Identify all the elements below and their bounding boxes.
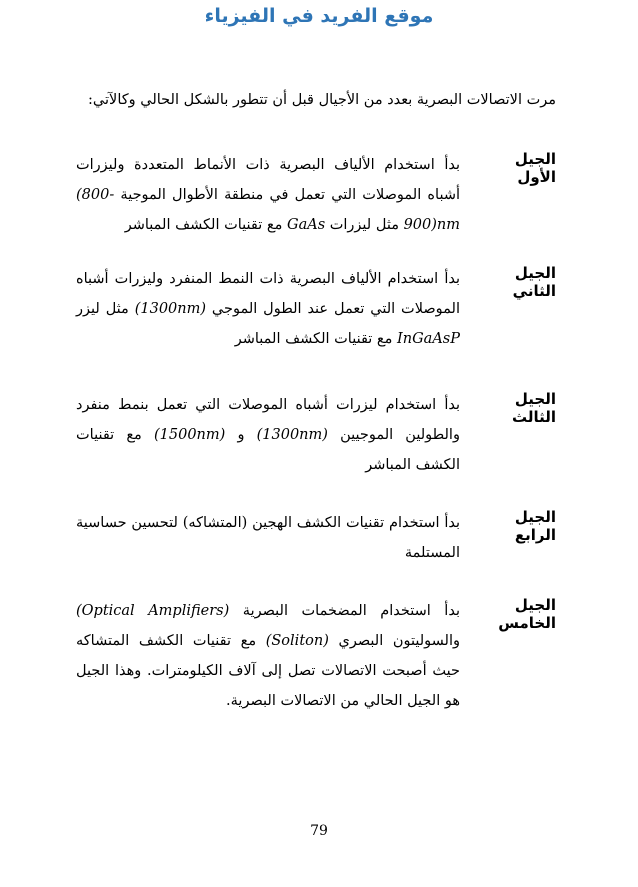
generation-description: بدأ استخدام الألياف البصرية ذات النمط المنفرد وليزرات أشباه الموصلات التي تعمل عند الطول الموجي (1300nm) مثل ليزر InGaAsP مع تقنيات الكشف المباشر: [76, 271, 460, 347]
generation-label: الجيل الثالث: [511, 390, 556, 426]
generation-label: الجيل الأول: [514, 150, 556, 186]
generation-label: الجيل الثاني: [512, 264, 556, 300]
intro-paragraph: مرت الاتصالات البصرية بعدد من الأجيال قبل أن تتطور بالشكل الحالي وكالآتي:: [88, 92, 556, 108]
generation-description: بدأ استخدام تقنيات الكشف الهجين (المتشاكه) لتحسين حساسية المستلمة: [76, 515, 460, 561]
generation-label: الجيل الخامس: [498, 596, 556, 632]
page-number: 79: [310, 823, 328, 839]
site-header-title: موقع الفريد في الفيزياء: [204, 5, 434, 27]
generation-description: بدأ استخدام ليزرات أشباه الموصلات التي تعمل بنمط منفرد والطولين الموجيين (1300nm) و (1500nm) مع تقنيات الكشف المباشر: [76, 397, 460, 473]
generation-description: بدأ استخدام الألياف البصرية ذات الأنماط المتعددة وليزرات أشباه الموصلات التي تعمل في منطقة الأطوال الموجية (800-900)nm مثل ليزرات GaAs مع تقنيات الكشف المباشر: [76, 157, 460, 233]
generation-label: الجيل الرابع: [514, 508, 556, 544]
generation-description: بدأ استخدام المضخمات البصرية (Optical Amplifiers) والسوليتون البصري (Soliton) مع تقنيات الكشف المتشاكه حيث أصبحت الاتصالات تصل إلى آلاف الكيلومترات. وهذا الجيل هو الجيل الحالي من الاتصالات البصرية.: [76, 603, 461, 709]
